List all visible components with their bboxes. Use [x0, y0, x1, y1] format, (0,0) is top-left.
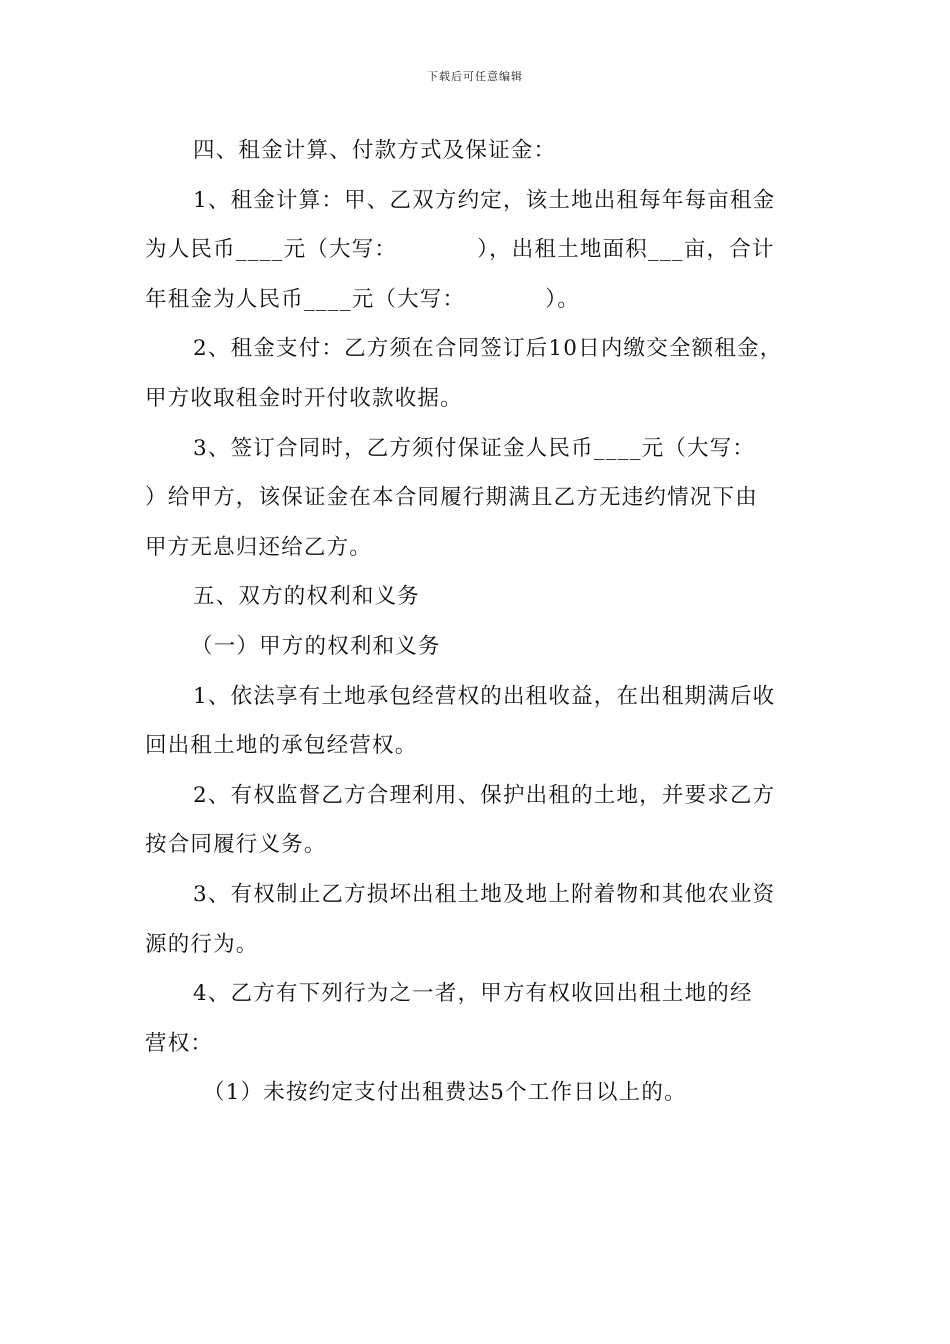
paragraph-line: 3、有权制止乙方损坏出租土地及地上附着物和其他农业资: [193, 881, 776, 907]
section-heading-rights: 五、双方的权利和义务: [193, 584, 421, 610]
paragraph-line: 2、租金支付：乙方须在合同签订后10日内缴交全额租金，: [193, 336, 783, 362]
paragraph-line: 按合同履行义务。: [145, 832, 327, 858]
paragraph-line: 4、乙方有下列行为之一者，甲方有权收回出租土地的经: [193, 981, 753, 1007]
header-note: 下载后可任意编辑: [427, 70, 523, 83]
paragraph-line: 营权：: [145, 1030, 214, 1056]
paragraph-line: 甲方无息归还给乙方。: [145, 534, 373, 560]
paragraph-line: 甲方收取租金时开付收款收据。: [145, 385, 463, 411]
paragraph-line: 2、有权监督乙方合理利用、保护出租的土地，并要求乙方: [193, 782, 776, 808]
paragraph-line: 1、依法享有土地承包经营权的出租收益，在出租期满后收: [193, 683, 776, 709]
paragraph-line: 源的行为。: [145, 931, 259, 957]
paragraph-line: 3、签订合同时，乙方须付保证金人民币____元（大写：: [193, 435, 756, 461]
paragraph-line: 1、租金计算：甲、乙双方约定，该土地出租每年每亩租金: [193, 187, 776, 213]
paragraph-line: 年租金为人民币____元（大写： ）。: [145, 286, 580, 312]
paragraph-line: ）给甲方，该保证金在本合同履行期满且乙方无违约情况下由: [145, 485, 758, 511]
subsection-heading: （一）甲方的权利和义务: [191, 633, 441, 659]
section-heading-rent: 四、租金计算、付款方式及保证金：: [193, 138, 557, 163]
list-item: （1）未按约定支付出租费达5个工作日以上的。: [203, 1080, 687, 1106]
paragraph-line: 为人民币____元（大写： ），出租土地面积___亩，合计: [145, 237, 775, 263]
paragraph-line: 回出租土地的承包经营权。: [145, 733, 418, 759]
document-body: [145, 126, 805, 1118]
